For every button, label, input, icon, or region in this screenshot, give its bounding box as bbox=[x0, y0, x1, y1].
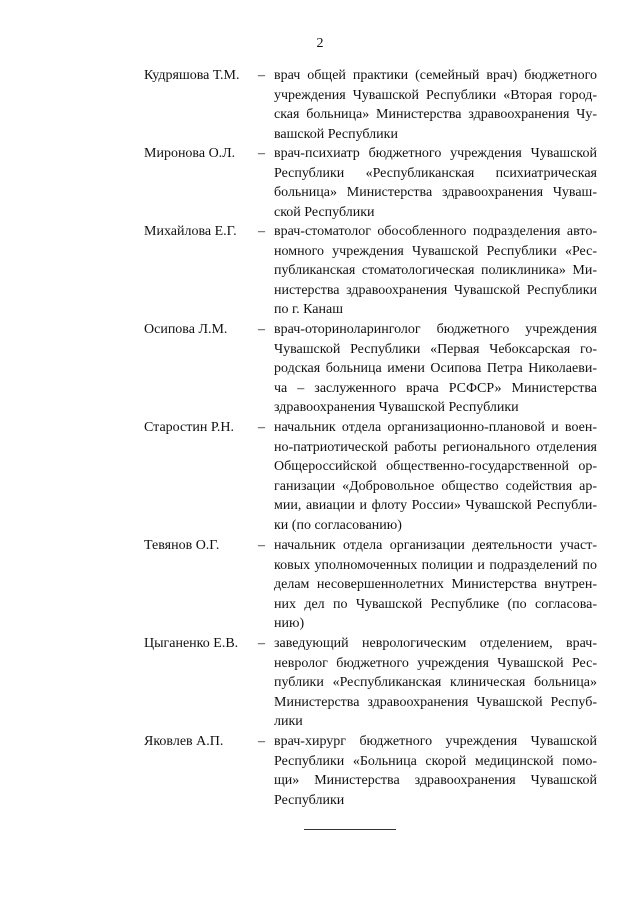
position-line: ки (по согласованию) bbox=[274, 517, 402, 533]
position-line: больница» Министерства здравоохранения Чуваш- bbox=[274, 185, 597, 200]
position-line: заведующий неврологическим отделением, врач- bbox=[274, 636, 597, 651]
position-line: врач-стоматолог обособленного подразделения авто- bbox=[274, 224, 597, 239]
position-line: по г. Канаш bbox=[274, 302, 344, 317]
position-line: Республики «Больница скорой медицинской помо- bbox=[274, 753, 597, 769]
end-separator-line bbox=[304, 829, 396, 830]
dash-separator: – bbox=[258, 734, 265, 749]
member-position bbox=[274, 536, 597, 634]
member-name: Миронова О.Л. bbox=[144, 146, 236, 161]
position-line: здравоохранения Чувашской Республики bbox=[274, 400, 519, 415]
dash-separator: – bbox=[258, 224, 265, 239]
position-line: начальник отдела организационно-плановой и воен- bbox=[274, 420, 597, 435]
position-line: ча – заслуженного врача РСФСР» Министерства bbox=[274, 380, 597, 396]
member-position bbox=[274, 418, 597, 535]
position-line: нистерства здравоохранения Чувашской Республики bbox=[274, 282, 597, 298]
position-line: ская больница» Министерства здравоохранения Чу- bbox=[274, 107, 597, 122]
position-line: публики «Республиканская клиническая больница» bbox=[274, 675, 597, 690]
position-line: врач-хирург бюджетного учреждения Чувашской bbox=[274, 734, 597, 749]
member-position bbox=[274, 634, 597, 732]
position-line: врач-психиатр бюджетного учреждения Чувашской bbox=[274, 146, 597, 161]
member-name: Осипова Л.М. bbox=[144, 322, 228, 337]
member-position bbox=[274, 222, 597, 320]
position-line: Республики bbox=[274, 792, 345, 808]
member-position bbox=[274, 144, 597, 222]
member-position bbox=[274, 320, 597, 418]
position-line: лики bbox=[274, 714, 303, 729]
member-name: Цыганенко Е.В. bbox=[144, 636, 239, 651]
position-line: но-патриотической работы регионального отделения bbox=[274, 439, 597, 455]
position-line: Министерства здравоохранения Чувашской Респуб- bbox=[274, 694, 597, 710]
dash-separator: – bbox=[258, 636, 265, 651]
position-line: врач-оториноларинголог бюджетного учреждения bbox=[274, 322, 597, 337]
dash-separator: – bbox=[258, 146, 265, 161]
position-line: номного учреждения Чувашской Республики «Рес- bbox=[274, 243, 597, 259]
dash-separator: – bbox=[258, 68, 265, 83]
member-position bbox=[274, 66, 597, 144]
member-name: Старостин Р.Н. bbox=[144, 420, 234, 435]
position-line: щи» Министерства здравоохранения Чувашской bbox=[274, 773, 597, 788]
position-line: родская больница имени Осипова Петра Николаеви- bbox=[274, 361, 597, 376]
position-line: них дел по Чувашской Республике (по согласова- bbox=[274, 596, 597, 612]
dash-separator: – bbox=[258, 420, 265, 435]
position-line: нию) bbox=[274, 616, 305, 631]
member-name: Тевянов О.Г. bbox=[144, 538, 220, 553]
position-line: невролог бюджетного учреждения Чувашской Рес- bbox=[274, 655, 597, 671]
position-line: мии, авиации и флоту России» Чувашской Республи- bbox=[274, 498, 597, 513]
dash-separator: – bbox=[258, 538, 265, 553]
member-name: Яковлев А.П. bbox=[144, 734, 224, 749]
position-line: вашской Республики bbox=[274, 126, 398, 142]
position-line: начальник отдела организации деятельности участ- bbox=[274, 538, 597, 553]
member-position bbox=[274, 732, 597, 810]
member-name: Кудряшова Т.М. bbox=[144, 68, 240, 83]
position-line: ской Республики bbox=[274, 204, 375, 220]
position-line: врач общей практики (семейный врач) бюджетного bbox=[274, 68, 597, 83]
dash-separator: – bbox=[258, 322, 265, 337]
position-line: делам несовершеннолетних Министерства внутрен- bbox=[274, 577, 597, 592]
position-line: учреждения Чувашской Республики «Вторая город- bbox=[274, 87, 597, 103]
position-line: Республики «Республиканская психиатрическая bbox=[274, 165, 597, 181]
position-line: публиканская стоматологическая поликлиника» Ми- bbox=[274, 263, 597, 278]
member-name: Михайлова Е.Г. bbox=[144, 224, 237, 239]
position-line: ганизации «Добровольное общество содействия ар- bbox=[274, 478, 597, 494]
page-number: 2 bbox=[316, 36, 324, 51]
position-line: Общероссийской общественно-государственной ор- bbox=[274, 459, 597, 474]
position-line: Чувашской Республики «Первая Чебоксарская го- bbox=[274, 341, 597, 357]
position-line: ковых уполномоченных полиции и подразделений по bbox=[274, 557, 597, 573]
